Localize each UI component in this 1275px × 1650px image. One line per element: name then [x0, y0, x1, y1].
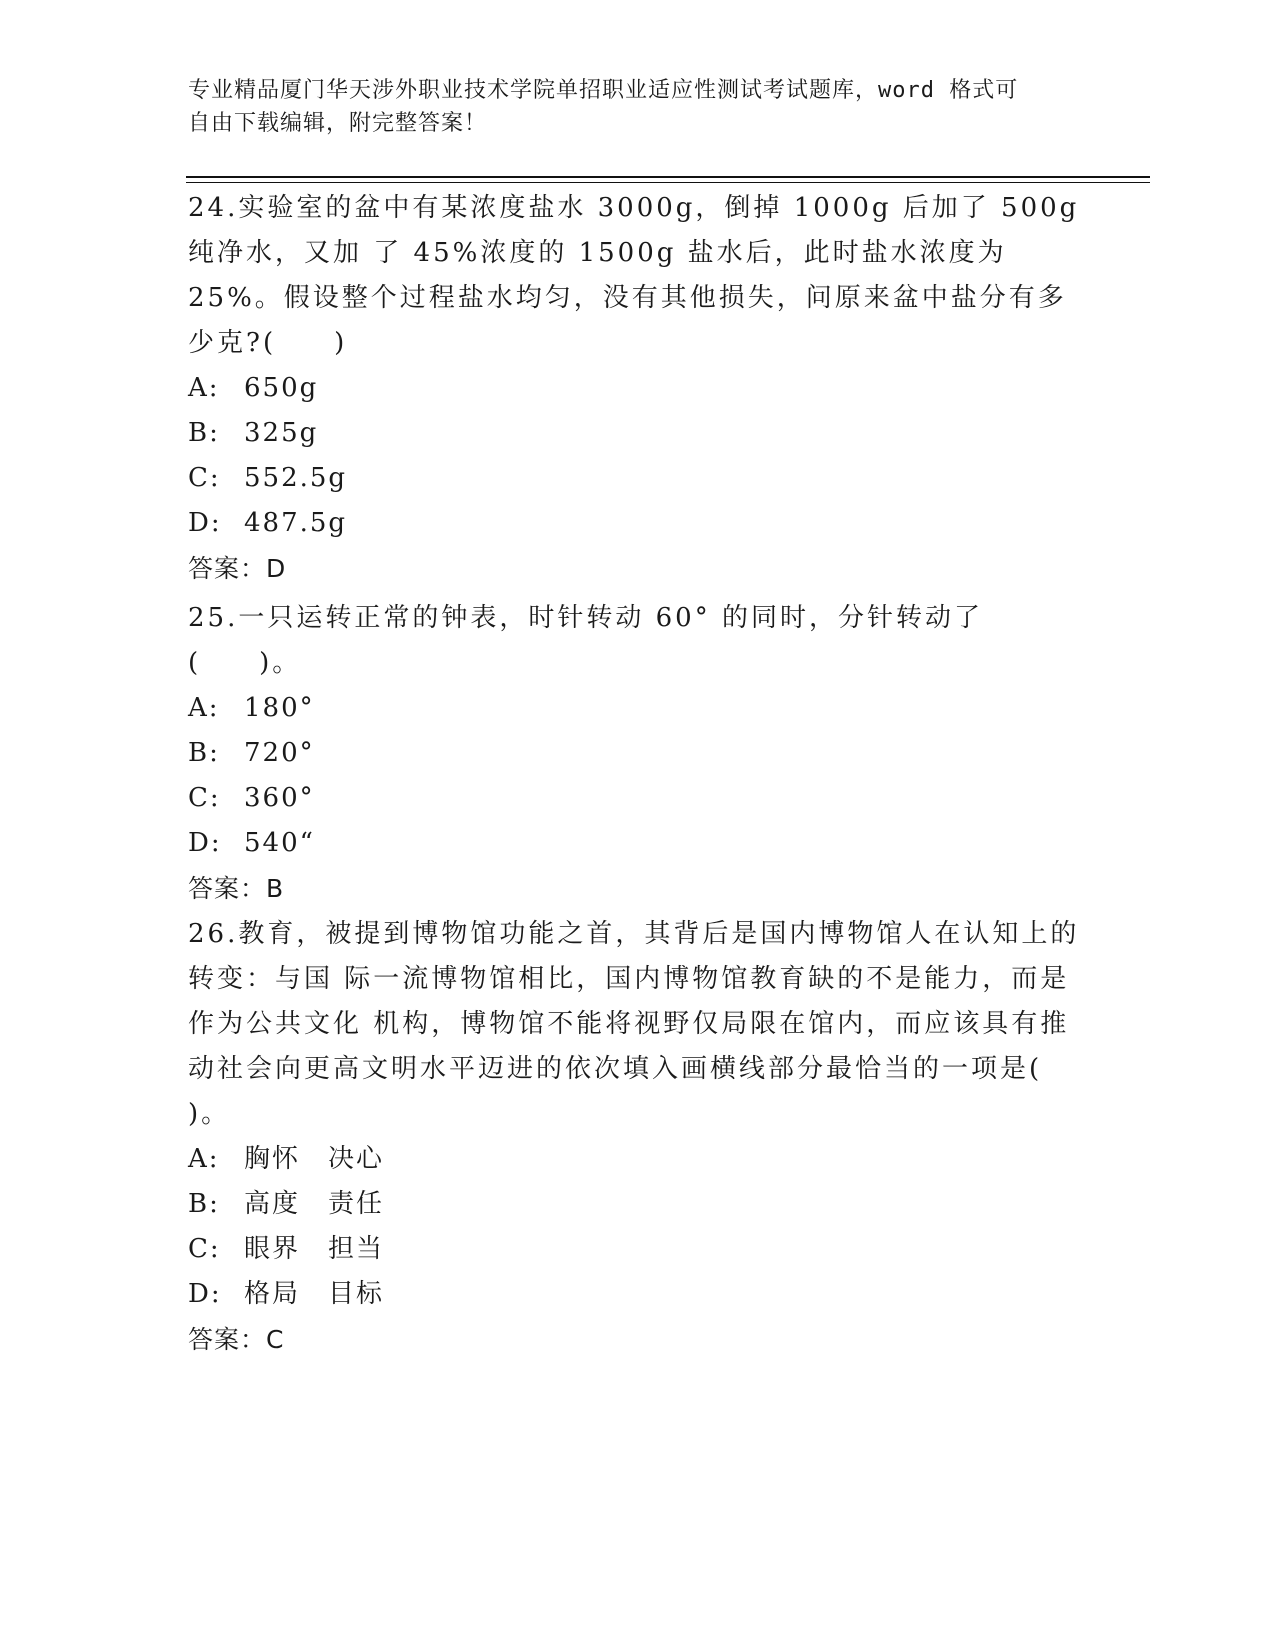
option-text: 720°	[244, 738, 315, 768]
option-text: 552.5g	[244, 463, 348, 493]
document-header	[188, 74, 1068, 140]
option-label: A:	[188, 693, 220, 723]
option-text: 650g	[244, 373, 319, 403]
question-25	[188, 596, 1088, 911]
option-text: 325g	[244, 418, 319, 448]
option-text: 540“	[244, 828, 315, 858]
option-label: C:	[188, 1234, 221, 1264]
option-label: D:	[188, 1279, 222, 1309]
option-label: D:	[188, 828, 222, 858]
question-stem: 25.一只运转正常的钟表，时针转动 60° 的同时，分针转动了( )。	[188, 603, 983, 678]
option-a	[188, 366, 1088, 411]
option-c	[188, 776, 1088, 821]
option-label: C:	[188, 463, 221, 493]
question-stem: 24.实验室的盆中有某浓度盐水 3000g，倒掉 1000g 后加了 500g 纯净水，又加 了 45%浓度的 1500g 盐水后，此时盐水浓度为 25%。假设整个过程盐水均匀，没有其他损失，问原来盆中盐分有多少克?( )	[188, 193, 1080, 358]
option-b	[188, 731, 1088, 776]
question-stem: 26.教育，被提到博物馆功能之首，其背后是国内博物馆人在认知上的转变：与国 际一流博物馆相比，国内博物馆教育缺的不是能力，而是作为公共文化 机构，博物馆不能将视野仅局限在馆内，而应该具有推动社会向更高文明水平迈进的依次填入画横线部分最恰当的一项是( )。	[188, 919, 1080, 1129]
option-label: B:	[188, 1189, 220, 1219]
question-26	[188, 912, 1088, 1362]
option-text: 胸怀 决心	[244, 1144, 385, 1174]
option-c	[188, 1227, 1088, 1272]
option-label: B:	[188, 418, 220, 448]
header-line-1: 专业精品厦门华天涉外职业技术学院单招职业适应性测试考试题库，word 格式可	[188, 78, 1019, 103]
option-label: A:	[188, 1144, 220, 1174]
option-text: 360°	[244, 783, 315, 813]
option-label: D:	[188, 508, 222, 538]
option-d	[188, 1272, 1088, 1317]
option-text: 180°	[244, 693, 315, 723]
header-divider-thin	[186, 182, 1150, 183]
option-text: 眼界 担当	[244, 1234, 385, 1264]
option-label: A:	[188, 373, 220, 403]
option-label: B:	[188, 738, 220, 768]
option-text: 高度 责任	[244, 1189, 385, 1219]
header-line-2: 自由下载编辑，附完整答案！	[188, 111, 488, 136]
option-b	[188, 1182, 1088, 1227]
answer-text: 答案：D	[188, 554, 287, 583]
option-c	[188, 456, 1088, 501]
answer-text: 答案：C	[188, 1325, 285, 1354]
option-d	[188, 501, 1088, 546]
option-b	[188, 411, 1088, 456]
question-24	[188, 186, 1088, 591]
header-divider	[186, 176, 1150, 178]
option-label: C:	[188, 783, 221, 813]
option-text: 格局 目标	[244, 1279, 385, 1309]
option-a	[188, 1137, 1088, 1182]
option-a	[188, 686, 1088, 731]
option-text: 487.5g	[244, 508, 348, 538]
option-d	[188, 821, 1088, 866]
answer-text: 答案：B	[188, 874, 285, 903]
